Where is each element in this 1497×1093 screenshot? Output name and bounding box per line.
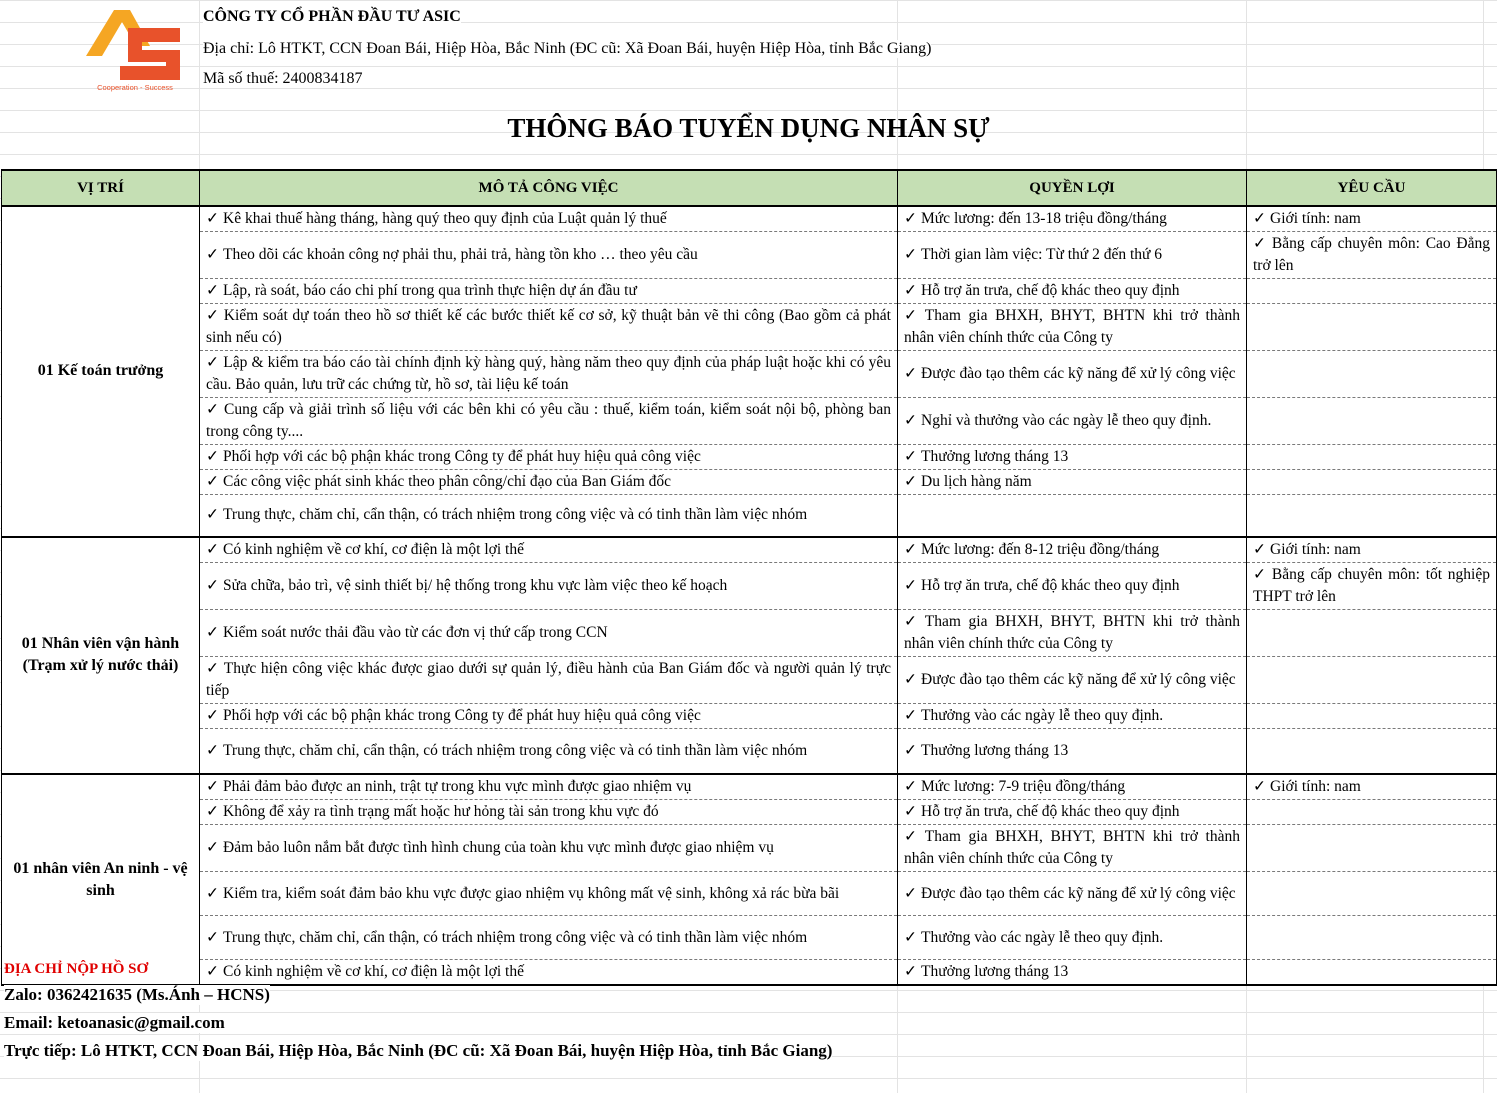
company-name: CÔNG TY CỔ PHẦN ĐẦU TƯ ASIC: [203, 8, 461, 25]
check-icon: ✓: [206, 473, 219, 490]
check-icon: ✓: [1253, 565, 1268, 583]
check-icon: ✓: [904, 963, 917, 980]
check-icon: ✓: [206, 401, 221, 418]
description-cell-text: Có kinh nghiệm về cơ khí, cơ điện là một lợi thế: [223, 540, 524, 558]
check-icon: ✓: [1253, 210, 1266, 227]
footer-zalo: Zalo: 0362421635 (Ms.Ánh – HCNS): [4, 985, 270, 1004]
table-row: [2, 774, 1497, 800]
check-icon: ✓: [904, 884, 917, 902]
table-row: [2, 960, 1497, 986]
requirement-cell: [1247, 656, 1497, 703]
requirement-cell: [1247, 728, 1497, 774]
requirement-cell-text: Giới tính: nam: [1270, 540, 1361, 558]
requirement-cell: [1247, 206, 1497, 232]
check-icon: ✓: [904, 448, 917, 465]
header-benefits: QUYỀN LỢI: [898, 170, 1247, 206]
description-cell: [200, 656, 898, 703]
table-row: [2, 398, 1497, 445]
benefit-cell: [898, 495, 1247, 537]
benefit-cell: [898, 656, 1247, 703]
check-icon: ✓: [206, 928, 219, 946]
description-cell-text: Có kinh nghiệm về cơ khí, cơ điện là một lợi thế: [223, 963, 524, 980]
benefit-cell: [898, 728, 1247, 774]
table-row: [2, 656, 1497, 703]
benefit-cell-text: Mức lương: 7-9 triệu đồng/tháng: [921, 778, 1126, 795]
benefit-cell: [898, 398, 1247, 445]
footer-direct-address: Trực tiếp: Lô HTKT, CCN Đoan Bái, Hiệp Hòa, Bắc Ninh (ĐC cũ: Xã Đoan Bái, huyện Hiệp Hòa, tỉnh Bắc Giang): [4, 1041, 833, 1060]
benefit-cell: [898, 470, 1247, 495]
benefit-cell: [898, 537, 1247, 563]
recruitment-table: [1, 169, 1497, 986]
check-icon: ✓: [1253, 778, 1266, 795]
description-cell-text: Đảm bảo luôn nắm bắt được tình hình chung của toàn khu vực mình được giao nhiệm vụ: [223, 839, 774, 856]
table-row: [2, 728, 1497, 774]
description-cell-text: Kiểm soát nước thải đầu vào từ các đơn vị thứ cấp trong CCN: [223, 623, 608, 641]
requirement-cell: [1247, 800, 1497, 825]
check-icon: ✓: [206, 839, 219, 856]
description-cell-text: Sửa chữa, bảo trì, vệ sinh thiết bị/ hệ thống trong khu vực làm việc theo kế hoạch: [223, 576, 728, 594]
requirement-cell: [1247, 351, 1497, 398]
check-icon: ✓: [206, 210, 219, 227]
description-cell-text: Cung cấp và giải trình số liệu với các bên khi có yêu cầu : thuế, kiểm toán, kiểm soát nội bộ, phòng ban trong công ty....: [206, 401, 891, 440]
description-cell-text: Trung thực, chăm chỉ, cẩn thận, có trách nhiệm trong công việc và có tinh thần làm việc nhóm: [223, 506, 808, 524]
company-address: Địa chỉ: Lô HTKT, CCN Đoan Bái, Hiệp Hòa, Bắc Ninh (ĐC cũ: Xã Đoan Bái, huyện Hiệp Hòa, tỉnh Bắc Giang): [203, 40, 932, 57]
description-cell: [200, 774, 898, 800]
benefit-cell-text: Du lịch hàng năm: [921, 473, 1032, 490]
requirement-cell: [1247, 398, 1497, 445]
benefit-cell-text: Được đào tạo thêm các kỹ năng để xử lý công việc: [921, 365, 1236, 382]
check-icon: ✓: [904, 828, 921, 845]
benefit-cell: [898, 304, 1247, 351]
check-icon: ✓: [904, 741, 917, 759]
check-icon: ✓: [206, 623, 219, 641]
requirement-cell-text: Bằng cấp chuyên môn: tốt nghiệp THPT trở lên: [1253, 565, 1490, 605]
description-cell-text: Kiểm tra, kiểm soát đảm bảo khu vực được giao nhiệm vụ không mất vệ sinh, không xả rác bừa bãi: [223, 884, 840, 902]
benefit-cell-text: Thưởng lương tháng 13: [921, 741, 1069, 759]
description-cell-text: Lập & kiểm tra báo cáo tài chính định kỳ hàng quý, hàng năm theo quy định của pháp luật hoặc khi có yêu cầu. Bảo quản, lưu trữ các chứng từ, hồ sơ, tài liệu kế toán: [206, 354, 891, 393]
description-cell-text: Không để xảy ra tình trạng mất hoặc hư hỏng tài sản trong khu vực đó: [223, 803, 659, 820]
requirement-cell: [1247, 825, 1497, 872]
check-icon: ✓: [206, 282, 219, 299]
benefit-cell: [898, 609, 1247, 656]
check-icon: ✓: [904, 473, 917, 490]
table-row: [2, 872, 1497, 916]
benefit-cell-text: Mức lương: đến 8-12 triệu đồng/tháng: [921, 540, 1160, 558]
position-cell: 01 Nhân viên vận hành (Trạm xử lý nước thải): [2, 537, 200, 775]
benefit-cell-text: Hỗ trợ ăn trưa, chế độ khác theo quy định: [921, 803, 1180, 820]
benefit-cell: [898, 703, 1247, 728]
footer-heading: ĐỊA CHỈ NỘP HỒ SƠ: [4, 961, 149, 977]
requirement-cell-text: Giới tính: nam: [1270, 210, 1361, 227]
description-cell: [200, 232, 898, 279]
description-cell: [200, 351, 898, 398]
description-cell: [200, 495, 898, 537]
table-row: [2, 470, 1497, 495]
requirement-cell-text: Giới tính: nam: [1270, 778, 1361, 795]
check-icon: ✓: [904, 928, 917, 946]
benefit-cell: [898, 351, 1247, 398]
check-icon: ✓: [904, 210, 917, 227]
benefit-cell-text: Được đào tạo thêm các kỹ năng để xử lý công việc: [921, 670, 1236, 688]
check-icon: ✓: [206, 307, 220, 324]
benefit-cell-text: Nghỉ và thưởng vào các ngày lễ theo quy định.: [921, 412, 1212, 429]
benefit-cell-text: Tham gia BHXH, BHYT, BHTN khi trở thành nhân viên chính thức của Công ty: [904, 828, 1240, 867]
check-icon: ✓: [206, 963, 219, 980]
check-icon: ✓: [206, 706, 219, 724]
requirement-cell: [1247, 537, 1497, 563]
description-cell-text: Kiểm soát dự toán theo hồ sơ thiết kế các bước thiết kế cơ sở, kỹ thuật bản vẽ thi công (Bao gồm cả phát sinh nếu có): [206, 307, 891, 346]
check-icon: ✓: [1253, 235, 1268, 252]
requirement-cell: [1247, 279, 1497, 304]
benefit-cell-text: Thưởng lương tháng 13: [921, 963, 1069, 980]
check-icon: ✓: [206, 884, 219, 902]
document-title: THÔNG BÁO TUYỂN DỤNG NHÂN SỰ: [507, 113, 990, 143]
table-row: [2, 537, 1497, 563]
table-row: [2, 703, 1497, 728]
table-row: [2, 825, 1497, 872]
description-cell: [200, 800, 898, 825]
description-cell-text: Trung thực, chăm chỉ, cẩn thận, có trách nhiệm trong công việc và có tinh thần làm việc nhóm: [223, 741, 808, 759]
check-icon: ✓: [904, 246, 917, 263]
description-cell-text: Kê khai thuế hàng tháng, hàng quý theo quy định của Luật quản lý thuế: [223, 210, 667, 227]
requirement-cell: [1247, 774, 1497, 800]
header-description: MÔ TẢ CÔNG VIỆC: [200, 170, 898, 206]
check-icon: ✓: [206, 803, 219, 820]
benefit-cell-text: Thưởng lương tháng 13: [921, 448, 1069, 465]
description-cell: [200, 872, 898, 916]
description-cell: [200, 470, 898, 495]
benefit-cell: [898, 445, 1247, 470]
requirement-cell: [1247, 232, 1497, 279]
benefit-cell-text: Hỗ trợ ăn trưa, chế độ khác theo quy định: [921, 576, 1180, 594]
benefit-cell-text: Tham gia BHXH, BHYT, BHTN khi trở thành nhân viên chính thức của Công ty: [904, 612, 1240, 652]
table-row: [2, 800, 1497, 825]
check-icon: ✓: [904, 282, 917, 299]
description-cell-text: Các công việc phát sinh khác theo phân công/chỉ đạo của Ban Giám đốc: [223, 473, 672, 490]
header-requirements: YÊU CẦU: [1247, 170, 1497, 206]
benefit-cell-text: Thưởng vào các ngày lễ theo quy định.: [921, 706, 1164, 724]
description-cell: [200, 445, 898, 470]
check-icon: ✓: [904, 307, 921, 324]
description-cell: [200, 609, 898, 656]
benefit-cell: [898, 825, 1247, 872]
benefit-cell: [898, 916, 1247, 960]
benefit-cell-text: Được đào tạo thêm các kỹ năng để xử lý công việc: [921, 884, 1236, 902]
table-row: [2, 916, 1497, 960]
benefit-cell: [898, 232, 1247, 279]
check-icon: ✓: [904, 365, 917, 382]
check-icon: ✓: [904, 540, 917, 558]
check-icon: ✓: [206, 540, 219, 558]
requirement-cell: [1247, 470, 1497, 495]
requirement-cell: [1247, 703, 1497, 728]
description-cell: [200, 562, 898, 609]
footer-email: Email: ketoanasic@gmail.com: [4, 1013, 225, 1032]
benefit-cell-text: Tham gia BHXH, BHYT, BHTN khi trở thành nhân viên chính thức của Công ty: [904, 307, 1240, 346]
table-row: [2, 279, 1497, 304]
check-icon: ✓: [206, 246, 219, 263]
benefit-cell-text: Thưởng vào các ngày lễ theo quy định.: [921, 928, 1164, 946]
position-cell: 01 Kế toán trưởng: [2, 206, 200, 537]
company-logo: [80, 6, 190, 94]
check-icon: ✓: [206, 778, 219, 795]
requirement-cell: [1247, 304, 1497, 351]
logo-tagline: Cooperation - Success: [97, 83, 173, 92]
company-tax-code: Mã số thuế: 2400834187: [203, 70, 363, 87]
requirement-cell-text: Bằng cấp chuyên môn: Cao Đẳng trở lên: [1253, 235, 1491, 274]
description-cell: [200, 825, 898, 872]
benefit-cell-text: Hỗ trợ ăn trưa, chế độ khác theo quy định: [921, 282, 1180, 299]
requirement-cell: [1247, 916, 1497, 960]
table-header-row: [2, 170, 1497, 206]
benefit-cell: [898, 562, 1247, 609]
check-icon: ✓: [206, 448, 219, 465]
description-cell: [200, 916, 898, 960]
check-icon: ✓: [206, 576, 219, 594]
check-icon: ✓: [206, 354, 220, 371]
benefit-cell: [898, 872, 1247, 916]
description-cell: [200, 398, 898, 445]
description-cell: [200, 304, 898, 351]
benefit-cell: [898, 774, 1247, 800]
description-cell-text: Phải đảm bảo được an ninh, trật tự trong khu vực mình được giao nhiệm vụ: [223, 778, 692, 795]
benefit-cell: [898, 800, 1247, 825]
description-cell: [200, 703, 898, 728]
benefit-cell-text: Thời gian làm việc: Từ thứ 2 đến thứ 6: [921, 246, 1163, 263]
check-icon: ✓: [904, 612, 921, 630]
description-cell-text: Thực hiện công việc khác được giao dưới sự quản lý, điều hành của Ban Giám đốc và người quản lý trực tiếp: [206, 659, 891, 699]
description-cell-text: Lập, rà soát, báo cáo chi phí trong qua trình thực hiện dự án đầu tư: [223, 282, 637, 299]
table-row: [2, 562, 1497, 609]
description-cell: [200, 279, 898, 304]
requirement-cell: [1247, 445, 1497, 470]
check-icon: ✓: [904, 706, 917, 724]
benefit-cell: [898, 960, 1247, 986]
description-cell: [200, 206, 898, 232]
check-icon: ✓: [1253, 540, 1266, 558]
description-cell-text: Phối hợp với các bộ phận khác trong Công ty để phát huy hiệu quả công việc: [223, 448, 701, 465]
table-row: [2, 232, 1497, 279]
check-icon: ✓: [904, 803, 917, 820]
description-cell-text: Phối hợp với các bộ phận khác trong Công ty để phát huy hiệu quả công việc: [223, 706, 701, 724]
requirement-cell: [1247, 960, 1497, 986]
check-icon: ✓: [904, 412, 917, 429]
check-icon: ✓: [904, 670, 917, 688]
header-position: VỊ TRÍ: [2, 170, 200, 206]
table-row: [2, 609, 1497, 656]
table-row: [2, 445, 1497, 470]
table-row: [2, 495, 1497, 537]
check-icon: ✓: [904, 576, 917, 594]
check-icon: ✓: [206, 506, 219, 524]
position-cell: 01 nhân viên An ninh - vệ sinh: [2, 774, 200, 985]
table-row: [2, 351, 1497, 398]
description-cell-text: Theo dõi các khoản công nợ phải thu, phải trả, hàng tồn kho … theo yêu cầu: [223, 246, 698, 263]
table-row: [2, 304, 1497, 351]
check-icon: ✓: [904, 778, 917, 795]
requirement-cell: [1247, 872, 1497, 916]
description-cell: [200, 960, 898, 986]
description-cell: [200, 537, 898, 563]
benefit-cell-text: Mức lương: đến 13-18 triệu đồng/tháng: [921, 210, 1167, 227]
benefit-cell: [898, 279, 1247, 304]
requirement-cell: [1247, 495, 1497, 537]
table-row: [2, 206, 1497, 232]
check-icon: ✓: [206, 659, 220, 677]
description-cell-text: Trung thực, chăm chỉ, cẩn thận, có trách nhiệm trong công việc và có tinh thần làm việc nhóm: [223, 928, 808, 946]
benefit-cell: [898, 206, 1247, 232]
requirement-cell: [1247, 562, 1497, 609]
check-icon: ✓: [206, 741, 219, 759]
description-cell: [200, 728, 898, 774]
requirement-cell: [1247, 609, 1497, 656]
